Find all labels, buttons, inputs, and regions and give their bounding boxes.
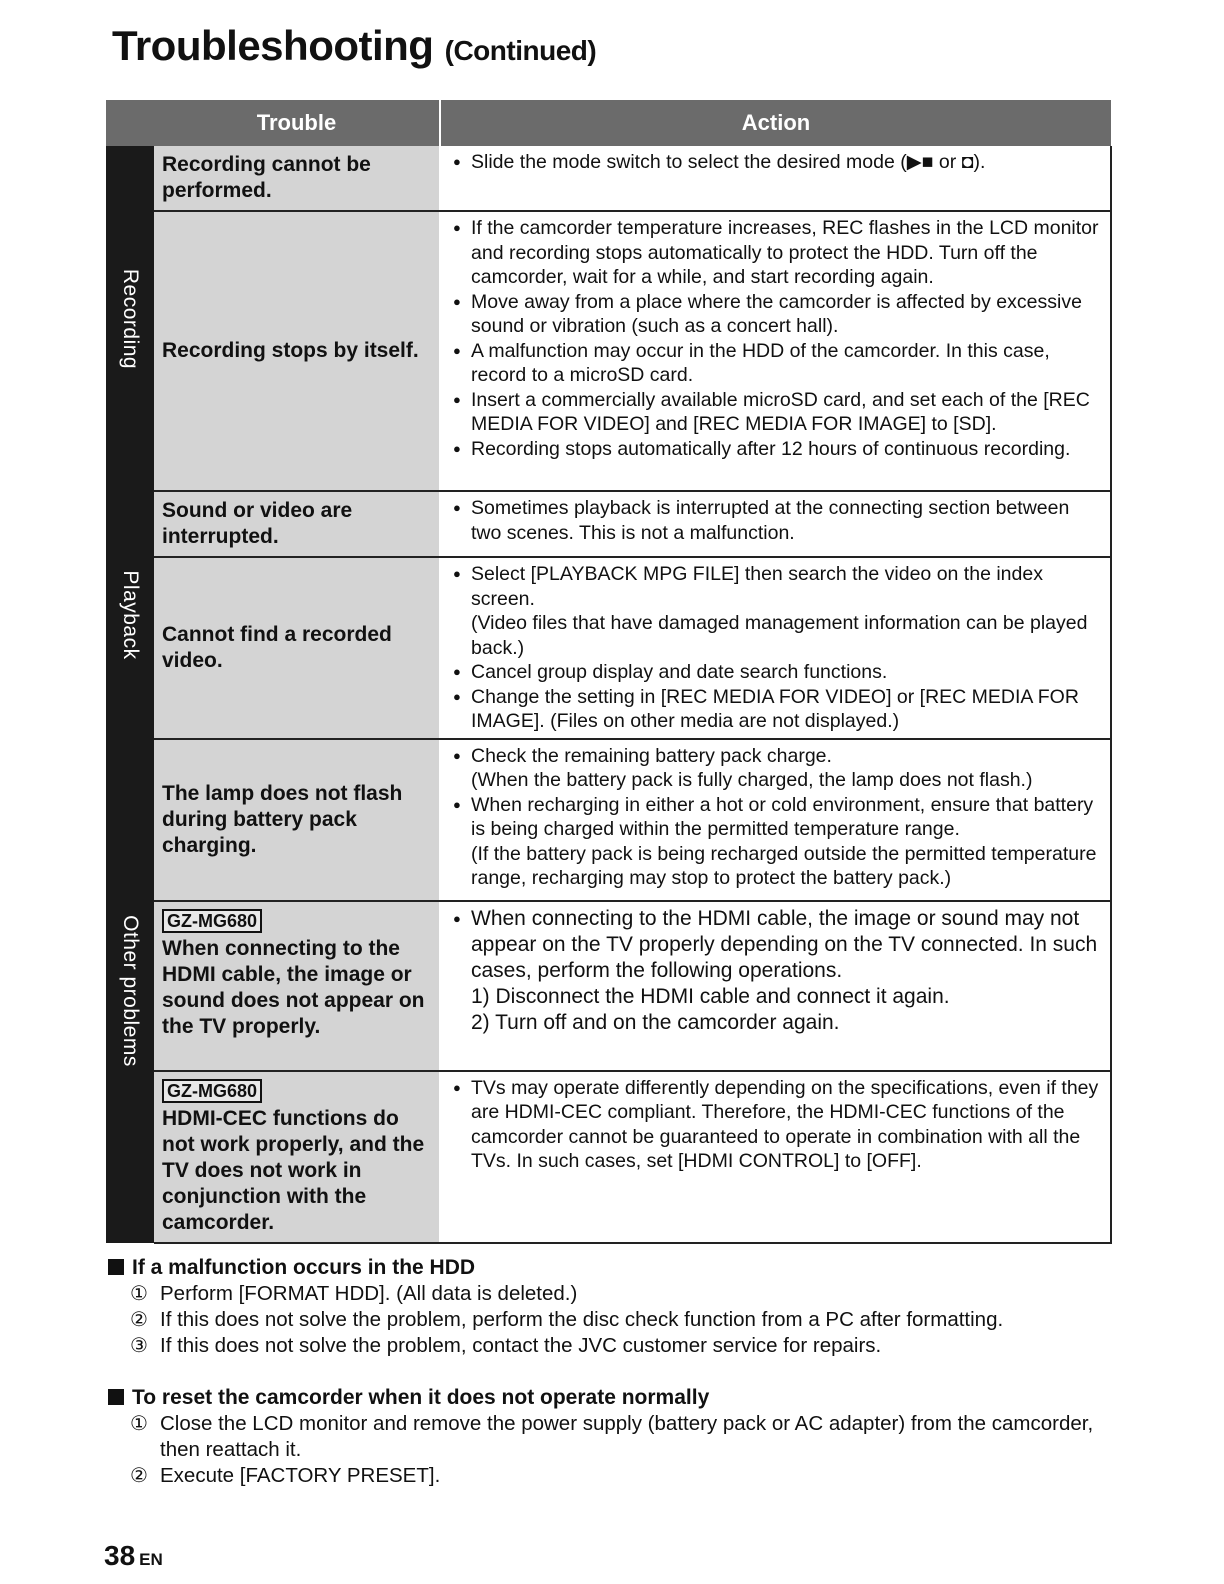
- trouble-text: When connecting to the HDMI cable, the image or sound does not appear on the TV properly.: [162, 936, 425, 1038]
- step-text: Close the LCD monitor and remove the power supply (battery pack or AC adapter) from the camcorder, then reattach it.: [160, 1412, 1094, 1461]
- header-action: Action: [440, 100, 1111, 146]
- step-text: Perform [FORMAT HDD]. (All data is deleted.): [160, 1282, 578, 1305]
- step-number: ②: [130, 1309, 148, 1331]
- action-note: (When the battery pack is fully charged, the lamp does not flash.): [471, 769, 1033, 791]
- action-text: ● When recharging in either a hot or cold environment, ensure that battery is being charged within the permitted temperature range.: [471, 793, 1094, 840]
- troubleshooting-table: [106, 100, 1112, 1244]
- header-trouble: Trouble: [154, 100, 440, 146]
- action-text: ● Select [PLAYBACK MPG FILE] then search the video on the index screen.: [471, 563, 1043, 610]
- action-item: [453, 562, 1100, 660]
- step-text: If this does not solve the problem, perform the disc check function from a PC after formatting.: [160, 1308, 1004, 1331]
- action-cell: [440, 557, 1111, 739]
- step-text: Execute [FACTORY PRESET].: [160, 1464, 441, 1487]
- trouble-text: HDMI-CEC functions do not work properly, and the TV does not work in conjunction with the camcorder.: [162, 1106, 425, 1234]
- trouble-cell: Sound or video are interrupted.: [154, 491, 440, 557]
- category-label: Other problems: [119, 914, 142, 1067]
- model-badge: GZ-MG680: [162, 909, 262, 933]
- square-bullet-icon: [108, 1259, 124, 1275]
- table-row: [106, 557, 1111, 739]
- hdd-malfunction-section: [108, 1254, 1118, 1359]
- action-note: (Video files that have damaged management information can be played back.): [471, 612, 1088, 659]
- section-heading-text: To reset the camcorder when it does not operate normally: [132, 1386, 710, 1409]
- action-item: [453, 793, 1100, 891]
- trouble-cell: [154, 901, 440, 1071]
- step-text: If this does not solve the problem, contact the JVC customer service for repairs.: [160, 1334, 882, 1357]
- table-row: [106, 901, 1111, 1071]
- action-item: ● If the camcorder temperature increases, REC flashes in the LCD monitor and recording stops automatically to protect the HDD. Turn off the camcorder, wait for a while, and start recording again.: [453, 216, 1100, 290]
- category-playback: [106, 491, 154, 739]
- action-item: ● Change the setting in [REC MEDIA FOR VIDEO] or [REC MEDIA FOR IMAGE]. (Files on other media are not displayed.): [453, 685, 1100, 734]
- trouble-cell: Recording cannot be performed.: [154, 146, 440, 211]
- step-number: ③: [130, 1335, 148, 1357]
- title-main: Troubleshooting: [112, 22, 434, 69]
- step-number: ①: [130, 1283, 148, 1305]
- action-item: ● Move away from a place where the camcorder is affected by excessive sound or vibration (such as a concert hall).: [453, 290, 1100, 339]
- action-item: ● Recording stops automatically after 12 hours of continuous recording.: [453, 437, 1100, 462]
- square-bullet-icon: [108, 1389, 124, 1405]
- action-cell: [440, 901, 1111, 1071]
- table-row: [106, 146, 1111, 211]
- step-number: ②: [130, 1465, 148, 1487]
- action-item: [453, 744, 1100, 793]
- action-item: [453, 906, 1100, 1036]
- action-item: ● Slide the mode switch to select the desired mode (▶■ or ◘).: [453, 150, 1100, 175]
- action-item: ● A malfunction may occur in the HDD of the camcorder. In this case, record to a microSD card.: [453, 339, 1100, 388]
- page-title: [112, 22, 596, 70]
- list-item: [108, 1463, 1118, 1489]
- step-number: ①: [130, 1413, 148, 1435]
- table-header-row: [106, 100, 1111, 146]
- action-text: ● When connecting to the HDMI cable, the image or sound may not appear on the TV properly depending on the TV connected. In such cases, perform the following operations.: [471, 906, 1098, 982]
- category-label: Playback: [119, 570, 142, 660]
- action-item: ● Cancel group display and date search functions.: [453, 660, 1100, 685]
- action-cell: [440, 146, 1111, 211]
- language-code: EN: [139, 1550, 163, 1569]
- action-cell: [440, 491, 1111, 557]
- table-row: [106, 739, 1111, 901]
- page-number-value: 38: [104, 1540, 136, 1571]
- page-number: [104, 1540, 163, 1572]
- action-note: (If the battery pack is being recharged outside the permitted temperature range, recharging may stop to protect the battery pack.): [471, 842, 1097, 889]
- table-row: [106, 211, 1111, 491]
- trouble-cell: [154, 1071, 440, 1243]
- category-label: Recording: [119, 268, 142, 369]
- section-heading: [108, 1254, 1118, 1281]
- trouble-cell: Cannot find a recorded video.: [154, 557, 440, 739]
- trouble-cell: The lamp does not flash during battery pack charging.: [154, 739, 440, 901]
- category-other-problems: [106, 739, 154, 1243]
- title-sub: (Continued): [444, 35, 597, 66]
- action-step: 1) Disconnect the HDMI cable and connect it again.: [471, 984, 950, 1008]
- table-row: [106, 491, 1111, 557]
- action-cell: [440, 1071, 1111, 1243]
- section-heading: [108, 1384, 1118, 1411]
- list-item: [108, 1281, 1118, 1307]
- reset-section: [108, 1384, 1118, 1489]
- action-item: ● TVs may operate differently depending on the specifications, even if they are HDMI-CEC compliant. Therefore, the HDMI-CEC functions of the camcorder cannot be guaranteed to operate in combination with all the TVs. In such cases, set [HDMI CONTROL] to [OFF].: [453, 1076, 1100, 1174]
- action-step: 2) Turn off and on the camcorder again.: [471, 1010, 840, 1034]
- model-badge: GZ-MG680: [162, 1079, 262, 1103]
- header-spacer: [106, 100, 154, 146]
- action-cell: [440, 739, 1111, 901]
- action-item: ● Sometimes playback is interrupted at the connecting section between two scenes. This is not a malfunction.: [453, 496, 1100, 545]
- action-item: ● Insert a commercially available microSD card, and set each of the [REC MEDIA FOR VIDEO] and [REC MEDIA FOR IMAGE] to [SD].: [453, 388, 1100, 437]
- trouble-cell: Recording stops by itself.: [154, 211, 440, 491]
- table-row: [106, 1071, 1111, 1243]
- category-recording: [106, 146, 154, 491]
- list-item: [108, 1307, 1118, 1333]
- action-cell: [440, 211, 1111, 491]
- list-item: [108, 1333, 1118, 1359]
- section-heading-text: If a malfunction occurs in the HDD: [132, 1256, 476, 1279]
- action-text: ● Check the remaining battery pack charge.: [471, 744, 832, 767]
- list-item: [108, 1411, 1118, 1463]
